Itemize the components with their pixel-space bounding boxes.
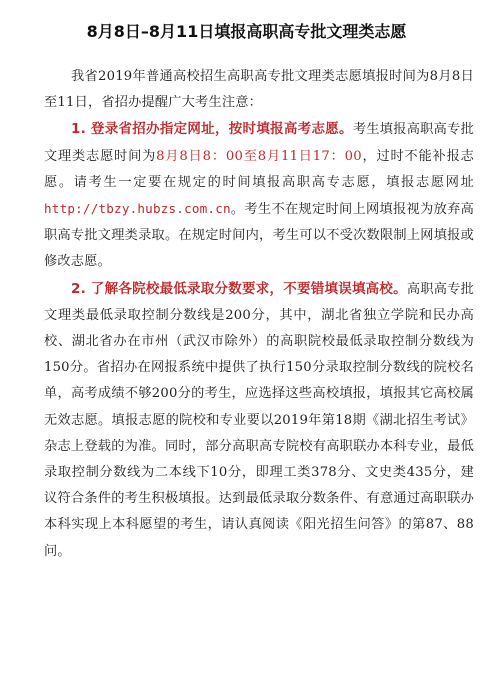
- section-1-heading: [71, 121, 353, 137]
- section-1-heading-text: 登录省招办指定网址，按时填报高考志愿。: [90, 121, 353, 138]
- section-1-text-b: ，过时不能补报志愿。请考生一定要在规定的时间填报高职高专志愿，填报志愿网址: [44, 148, 474, 190]
- section-2-paragraph: [44, 276, 474, 565]
- section-1-text-a: 考生填报高职高专批文理类志愿时间为: [44, 122, 474, 164]
- page-title: 8月8日–8月11日填报高职高专批文理类志愿: [86, 22, 407, 41]
- section-1-time-range: 8月8日8：00至8月11日17：00: [156, 148, 362, 164]
- section-2-text: 高职高专批文理类最低录取控制分数线是200分，其中，湖北省独立学院和民办高校、湖北省办在市州（武汉市除外）的高职院校最低录取控制分数线为150分。省招办在网报系统中提供了执行150分录取控制分数线的院校名单，高考成绩不够200分的考生，应选择这些高校填报，填报其它高校属无效志愿。填报志愿的院校和专业要以2019年第18期《湖北招生考试》杂志上登载的为准。同时，部分高职高专院校有高职联办本科专业，最低录取控制分数线为二本线下10分，即理工类378分、文史类435分，建议符合条件的考生积极填报。达到最低录取分数条件、有意通过高职联办本科实现上本科愿望的考生，请认真阅读《阳光招生问答》的第87、88问。: [44, 281, 475, 559]
- intro-text: 我省2019年普通高校招生高职高专批文理类志愿填报时间为8月8日至11日，省招办提醒广大考生注意：: [44, 69, 474, 111]
- section-1-paragraph: [44, 116, 474, 275]
- section-2-number: 2.: [71, 280, 86, 297]
- section-2-heading-text: 了解各院校最低录取分数要求，不要错填误填高校。: [90, 280, 407, 297]
- registration-url-link[interactable]: http://tbzy.hubzs.com.cn: [44, 201, 231, 217]
- section-2-heading: [71, 281, 407, 297]
- document-body: [44, 64, 474, 565]
- section-1-number: 1.: [71, 121, 86, 138]
- intro-paragraph: [44, 64, 474, 116]
- section-1-text-c: 。考生不在规定时间上网填报视为放弃高职高专批文理类录取。在规定时间内，考生可以不受次数限制上网填报或修改志愿。: [44, 202, 474, 270]
